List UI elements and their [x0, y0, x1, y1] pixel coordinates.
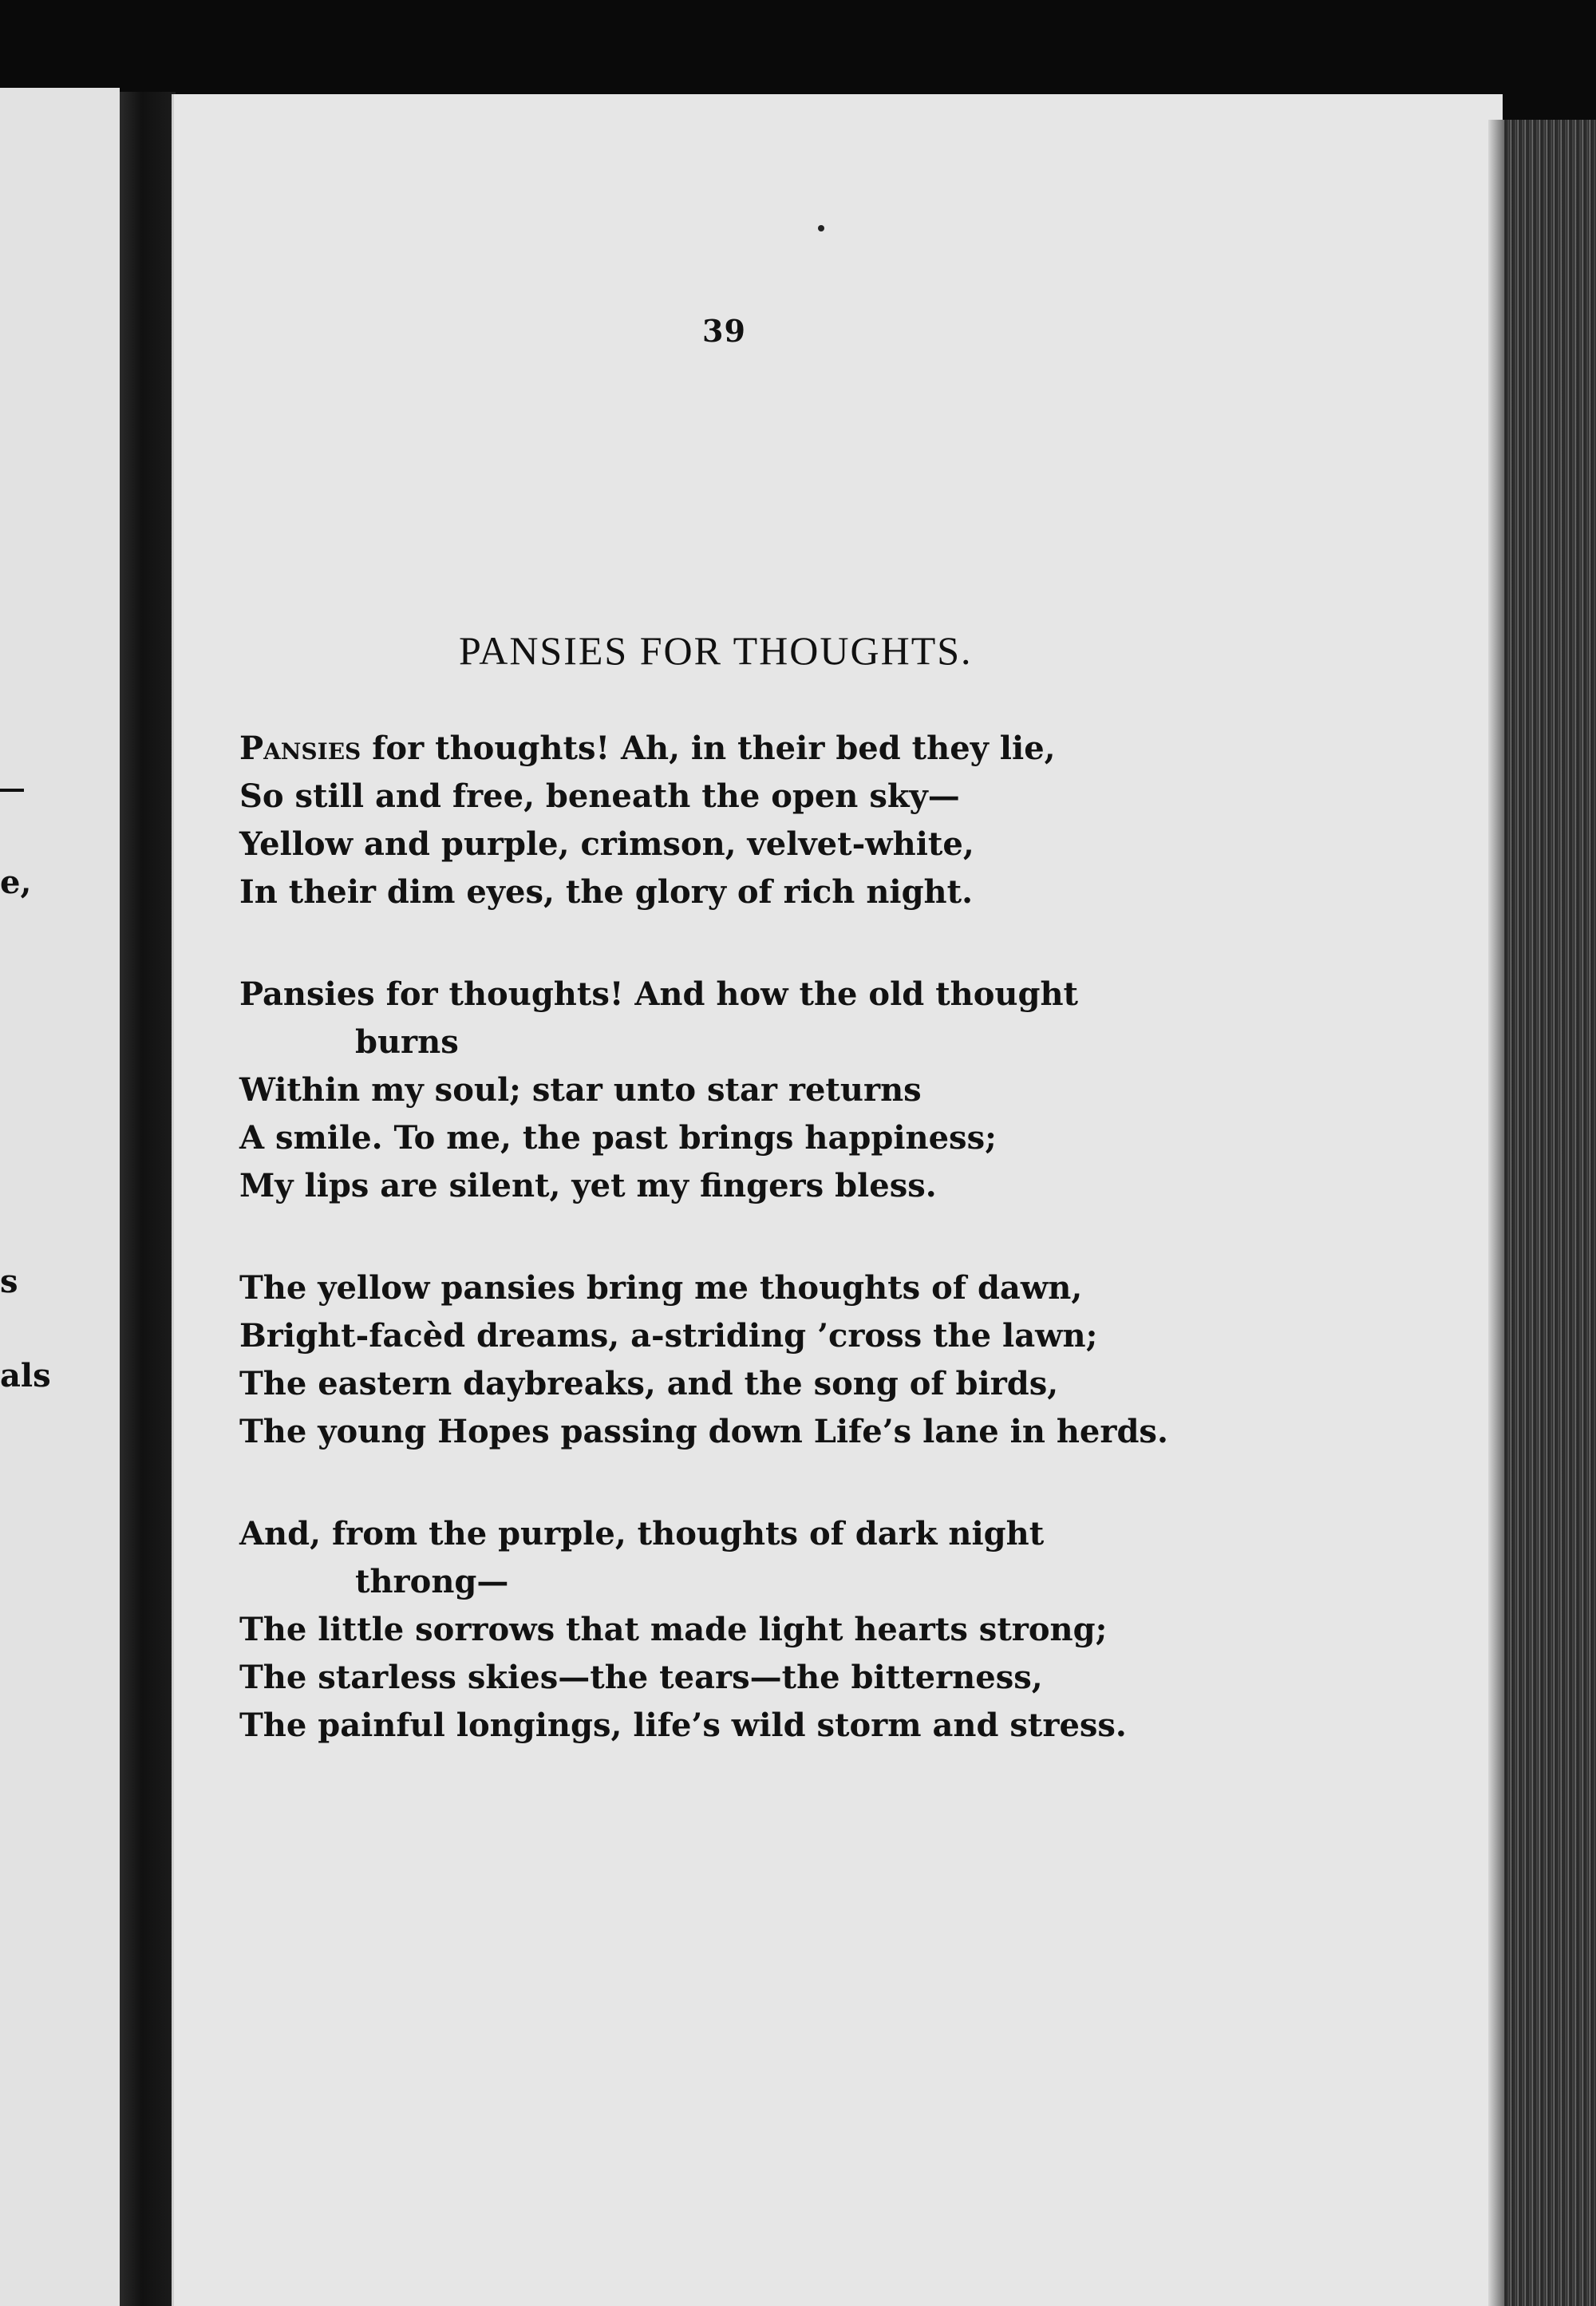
poem-line-text: for thoughts! Ah, in their bed they lie, — [361, 730, 1056, 767]
previous-page-dash — [0, 789, 24, 792]
stanza — [239, 971, 1277, 1210]
poem-line: burns — [355, 1023, 459, 1061]
page-number: 39 — [702, 313, 746, 349]
poem-line: The starless skies—the tears—the bitterness, — [239, 1659, 1043, 1696]
poem-line: In their dim eyes, the glory of rich night. — [239, 873, 974, 911]
book-gutter — [120, 92, 176, 2306]
poem-title: PANSIES FOR THOUGHTS. — [459, 628, 973, 673]
page-stack-edge — [1492, 120, 1596, 2306]
poem-line: So still and free, beneath the open sky— — [239, 777, 960, 815]
poem-line: The little sorrows that made light hearts strong; — [239, 1611, 1108, 1648]
page-shadow — [1488, 120, 1504, 2306]
poem-line: Pansies for thoughts! And how the old thought — [239, 975, 1079, 1013]
poem-line: Bright-facèd dreams, a-striding ’cross the lawn; — [239, 1317, 1098, 1355]
scan-speck — [818, 225, 824, 231]
poem-line: The young Hopes passing down Life’s lane in herds. — [239, 1413, 1168, 1450]
poem-line: throng— — [355, 1563, 509, 1600]
poem-line: My lips are silent, yet my fingers bless. — [239, 1167, 937, 1204]
poem-line: The painful longings, life’s wild storm and stress. — [239, 1707, 1127, 1744]
stanza — [239, 1264, 1277, 1456]
previous-page-fragment: als — [0, 1357, 51, 1394]
poem-line-lead-word: Pansies — [239, 730, 361, 767]
previous-page-fragment: s — [0, 1263, 18, 1300]
poem-line: A smile. To me, the past brings happiness; — [239, 1119, 997, 1157]
poem-line: Yellow and purple, crimson, velvet-white, — [239, 825, 974, 863]
poem-line: The yellow pansies bring me thoughts of dawn, — [239, 1269, 1083, 1307]
stanza — [239, 725, 1277, 916]
poem-line: The eastern daybreaks, and the song of birds, — [239, 1365, 1059, 1402]
poem-line — [239, 725, 1277, 773]
previous-page-edge — [0, 88, 120, 2306]
stanza — [239, 1510, 1277, 1750]
poem-line: Within my soul; star unto star returns — [239, 1071, 922, 1109]
poem-body — [239, 725, 1277, 1804]
poem-line: And, from the purple, thoughts of dark night — [239, 1515, 1045, 1552]
previous-page-fragment: e, — [0, 864, 32, 901]
